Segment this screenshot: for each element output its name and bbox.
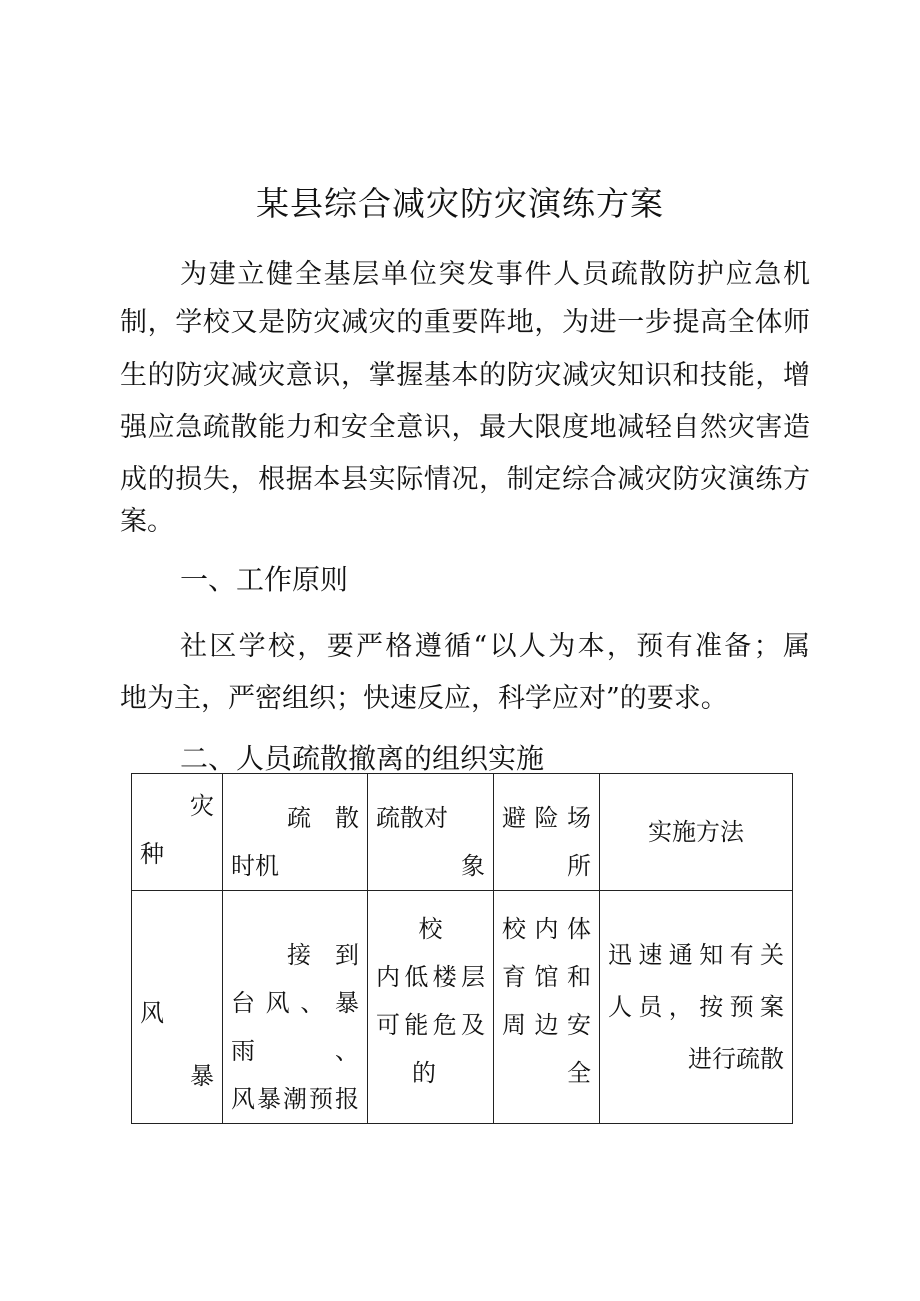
cell-text: 时机 bbox=[231, 852, 279, 880]
cell-text: 风 bbox=[140, 999, 164, 1027]
intro-line: 生的防灾减灾意识，掌握基本的防灾减灾知识和技能，增 bbox=[120, 360, 810, 391]
header-target bbox=[368, 774, 494, 891]
cell-timing bbox=[223, 891, 368, 1124]
header-method bbox=[600, 774, 793, 891]
cell-text: 全 bbox=[567, 1059, 591, 1087]
section-heading-principles: 一、工作原则 bbox=[180, 563, 349, 596]
cell-text: 人员，按预案 bbox=[608, 993, 784, 1021]
principles-line: 地为主，严密组织；快速反应，科学应对”的要求。 bbox=[120, 683, 728, 714]
cell-text: 迅速通知有关 bbox=[608, 941, 784, 969]
cell-text: 周边安 bbox=[502, 1011, 591, 1039]
intro-line: 为建立健全基层单位突发事件人员疏散防护应急机 bbox=[180, 259, 810, 290]
intro-line: 强应急疏散能力和安全意识，最大限度地减轻自然灾害造 bbox=[120, 412, 810, 443]
cell-text: 实施方法 bbox=[648, 818, 744, 846]
cell-text: 种 bbox=[140, 840, 164, 868]
cell-text: 所 bbox=[567, 852, 591, 880]
cell-text: 可能危及 bbox=[376, 1011, 485, 1039]
document-title: 某县综合减灾防灾演练方案 bbox=[256, 184, 664, 223]
table-row bbox=[132, 891, 793, 1124]
evacuation-table bbox=[131, 773, 793, 1124]
cell-text: 风暴潮预报 bbox=[231, 1085, 359, 1113]
cell-text: 校 bbox=[418, 915, 443, 943]
cell-disaster-type bbox=[132, 891, 223, 1124]
cell-text: 台风、暴雨、 bbox=[231, 989, 359, 1065]
cell-shelter bbox=[494, 891, 600, 1124]
cell-text: 暴 bbox=[190, 1062, 214, 1090]
cell-target bbox=[368, 891, 494, 1124]
cell-text: 疏散对 bbox=[376, 804, 448, 832]
cell-text: 校内体 bbox=[502, 915, 591, 943]
cell-text: 内低楼层 bbox=[376, 963, 485, 991]
principles-line: 社区学校，要严格遵循“以人为本，预有准备；属 bbox=[180, 631, 810, 662]
cell-text: 的 bbox=[412, 1059, 436, 1087]
header-shelter bbox=[494, 774, 600, 891]
cell-text: 育馆和 bbox=[502, 963, 591, 991]
header-timing bbox=[223, 774, 368, 891]
intro-line: 制，学校又是防灾减灾的重要阵地，为进一步提高全体师 bbox=[120, 307, 810, 338]
cell-text: 灾 bbox=[190, 792, 214, 820]
intro-line: 成的损失，根据本县实际情况，制定综合减灾防灾演练方 bbox=[120, 464, 810, 495]
section-heading-evacuation: 二、人员疏散撤离的组织实施 bbox=[180, 742, 545, 775]
intro-line: 案。 bbox=[120, 506, 174, 537]
table-header-row bbox=[132, 774, 793, 891]
cell-text: 疏 散 bbox=[287, 804, 359, 832]
cell-text: 象 bbox=[461, 852, 485, 880]
cell-text: 接 到 bbox=[287, 941, 359, 969]
cell-text: 避险场 bbox=[502, 804, 591, 832]
cell-method bbox=[600, 891, 793, 1124]
header-disaster-type bbox=[132, 774, 223, 891]
cell-text: 进行疏散 bbox=[688, 1045, 784, 1073]
